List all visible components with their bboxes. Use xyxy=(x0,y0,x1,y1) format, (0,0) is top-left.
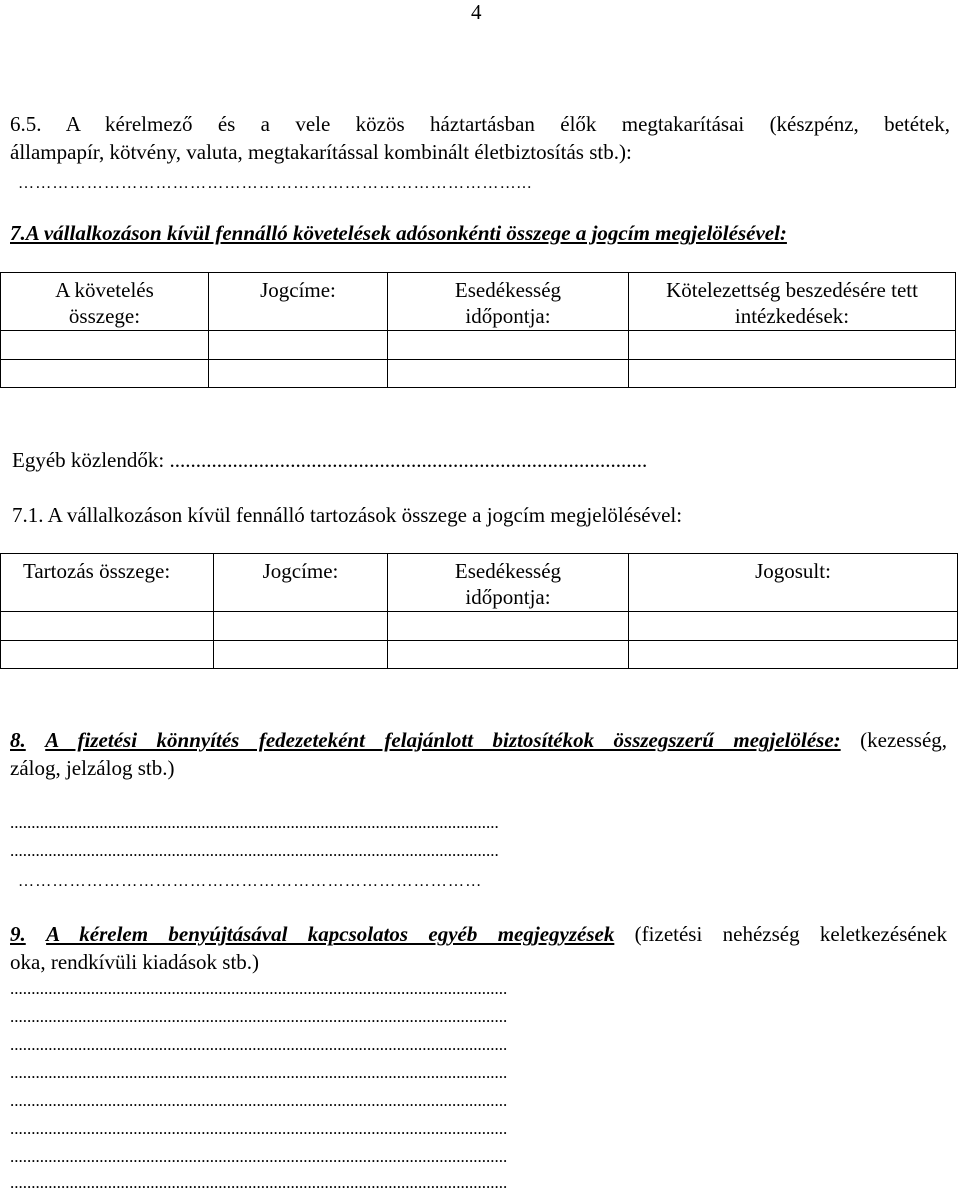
section-9-rest: (fizetési nehézség keletkezésének xyxy=(634,922,948,946)
section-8-dots-2: ................................................................................................................... xyxy=(10,841,499,860)
section-8-rest: (kezesség, xyxy=(860,728,948,752)
receivables-header-row xyxy=(1,273,956,331)
table-cell[interactable] xyxy=(214,641,388,669)
section-8-dots-3: ……………………………………………………………………… xyxy=(18,873,483,890)
table-cell[interactable] xyxy=(1,612,214,641)
receivables-header-due: Esedékesség időpontja: xyxy=(388,273,629,331)
debts-header-due: Esedékesség időpontja: xyxy=(388,554,629,612)
debts-header-amount: Tartozás összege: xyxy=(1,554,214,612)
section-8-title: A fizetési könnyítés fedezeteként felajánlott biztosítékok összegszerű megjelölése: xyxy=(45,728,841,752)
table-cell[interactable] xyxy=(388,612,629,641)
table-row xyxy=(1,612,958,641)
section-9-number: 9. xyxy=(10,922,26,946)
section-9-line2: oka, rendkívüli kiadások stb.) xyxy=(10,950,260,974)
table-cell[interactable] xyxy=(629,360,956,388)
table-cell[interactable] xyxy=(209,360,388,388)
section-6-5-text: A kérelmező és a vele közös háztartásban élők megtakarításai (készpénz, betétek, xyxy=(65,112,950,136)
section-8-line2: zálog, jelzálog stb.) xyxy=(10,756,175,780)
table-cell[interactable] xyxy=(629,331,956,360)
section-6-5-number: 6.5. xyxy=(10,112,42,136)
table-cell[interactable] xyxy=(209,331,388,360)
section-9-dots-8: ..................................................................................................................... xyxy=(10,1173,508,1192)
section-7-1-heading: 7.1. A vállalkozáson kívül fennálló tartozások összege a jogcím megjelölésével: xyxy=(12,503,683,527)
other-notes: Egyéb közlendők: ........................................................................................... xyxy=(12,448,648,472)
debts-header-creditor: Jogosult: xyxy=(629,554,958,612)
receivables-table xyxy=(0,272,956,388)
section-9-dots-6: ..................................................................................................................... xyxy=(10,1119,508,1138)
receivables-header-amount: A követelés összege: xyxy=(1,273,209,331)
section-9-dots-7: ..................................................................................................................... xyxy=(10,1147,508,1166)
section-8-dots-1: ................................................................................................................... xyxy=(10,813,499,832)
section-9-dots-2: ..................................................................................................................... xyxy=(10,1007,508,1026)
receivables-header-measures: Kötelezettség beszedésére tett intézkedések: xyxy=(629,273,956,331)
section-8-number: 8. xyxy=(10,728,26,752)
table-row xyxy=(1,360,956,388)
receivables-header-title: Jogcíme: xyxy=(209,273,388,331)
table-cell[interactable] xyxy=(629,612,958,641)
section-6-5-line1 xyxy=(10,114,950,135)
table-cell[interactable] xyxy=(1,331,209,360)
section-7-heading-text: 7.A vállalkozáson kívül fennálló követelések adósonkénti összege a jogcím megjelölésével: xyxy=(10,221,787,245)
table-cell[interactable] xyxy=(629,641,958,669)
page-number: 4 xyxy=(471,0,482,24)
table-row xyxy=(1,641,958,669)
table-cell[interactable] xyxy=(1,360,209,388)
debts-table xyxy=(0,553,958,669)
table-cell[interactable] xyxy=(1,641,214,669)
section-6-5-line2: állampapír, kötvény, valuta, megtakarítással kombinált életbiztosítás stb.): xyxy=(10,140,632,164)
section-9-dots-1: ..................................................................................................................... xyxy=(10,979,508,998)
section-8-line1 xyxy=(10,730,947,751)
debts-header-row xyxy=(1,554,958,612)
section-7-heading xyxy=(10,223,787,244)
section-9-dots-5: ..................................................................................................................... xyxy=(10,1091,508,1110)
table-cell[interactable] xyxy=(388,641,629,669)
table-cell[interactable] xyxy=(214,612,388,641)
section-6-5-dots: ……………………………………………………………………………... xyxy=(18,175,533,192)
debts-header-title: Jogcíme: xyxy=(214,554,388,612)
section-9-title: A kérelem benyújtásával kapcsolatos egyéb megjegyzések xyxy=(46,922,615,946)
section-9-dots-3: ..................................................................................................................... xyxy=(10,1035,508,1054)
table-cell[interactable] xyxy=(388,331,629,360)
section-9-line1 xyxy=(10,924,947,945)
table-cell[interactable] xyxy=(388,360,629,388)
table-row xyxy=(1,331,956,360)
section-9-dots-4: ..................................................................................................................... xyxy=(10,1063,508,1082)
